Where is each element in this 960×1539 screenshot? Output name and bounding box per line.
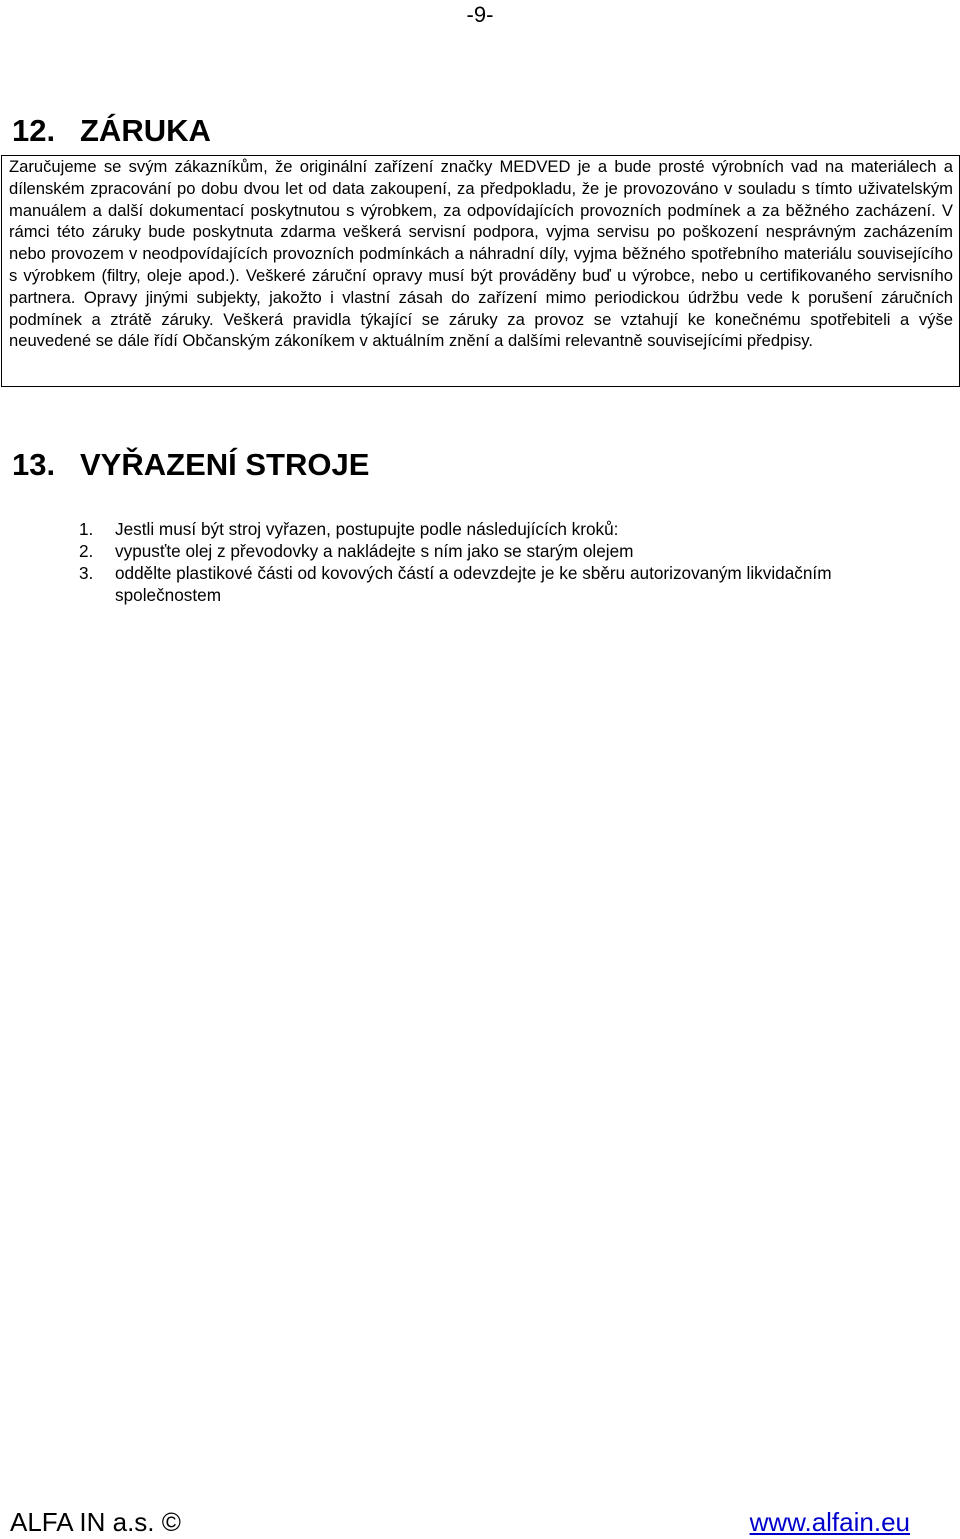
step-number: 3. xyxy=(79,563,94,583)
warranty-text-box xyxy=(1,155,960,387)
section-number: 12. xyxy=(12,113,56,148)
disposal-steps-list xyxy=(79,518,939,606)
section-title: VYŘAZENÍ STROJE xyxy=(80,447,370,482)
section-title: ZÁRUKA xyxy=(80,113,211,148)
list-item xyxy=(79,562,939,606)
footer-company: ALFA IN a.s. © xyxy=(10,1507,181,1537)
warranty-paragraph: Zaručujeme se svým zákazníkům, že originální zařízení značky MEDVED je a bude prosté výrobních vad na materiálech a dílenském zpracování po dobu dvou let od data zakoupení, za předpokladu, že je provozováno v souladu s tímto uživatelským manuálem a další dokumentací poskytnutou s výrobkem, za odpovídajících provozních podmínek a za běžného zacházení. V rámci této záruky bude poskytnuta zdarma veškerá servisní podpora, vyjma servisu po poškození nesprávným zacházením nebo provozem v neodpovídajících provozních podmínkách a náhradní díly, vyjma běžného spotřebního materiálu souvisejícího s výrobkem (filtry, oleje apod.). Veškeré záruční opravy musí být prováděny buď u výrobce, nebo u certifikovaného servisního partnera. Opravy jinými subjekty, jakožto i vlastní zásah do zařízení mimo periodickou údržbu vede k porušení záručních podmínek a ztrátě záruky. Veškerá pravidla týkající se záruky za provoz se vztahují ke konečnému spotřebiteli a výše neuvedené se dále řídí Občanským zákoníkem v aktuálním znění a dalšími relevantně souvisejícími předpisy. xyxy=(9,157,953,351)
step-text: oddělte plastikové části od kovových částí a odevzdejte je ke sběru autorizovaným likvidačním společnostem xyxy=(115,563,832,605)
step-number: 2. xyxy=(79,541,94,561)
section-heading-warranty xyxy=(12,113,211,149)
section-number: 13. xyxy=(12,447,56,482)
list-item xyxy=(79,540,939,562)
step-text: Jestli musí být stroj vyřazen, postupujte podle následujících kroků: xyxy=(115,519,619,539)
list-item xyxy=(79,518,939,540)
section-heading-disposal xyxy=(12,447,369,483)
page-footer xyxy=(10,1505,910,1539)
step-number: 1. xyxy=(79,519,94,539)
step-text: vypusťte olej z převodovky a nakládejte s ním jako se starým olejem xyxy=(115,541,634,561)
page-number: -9- xyxy=(466,2,494,27)
footer-website-link[interactable]: www.alfain.eu xyxy=(749,1507,910,1537)
